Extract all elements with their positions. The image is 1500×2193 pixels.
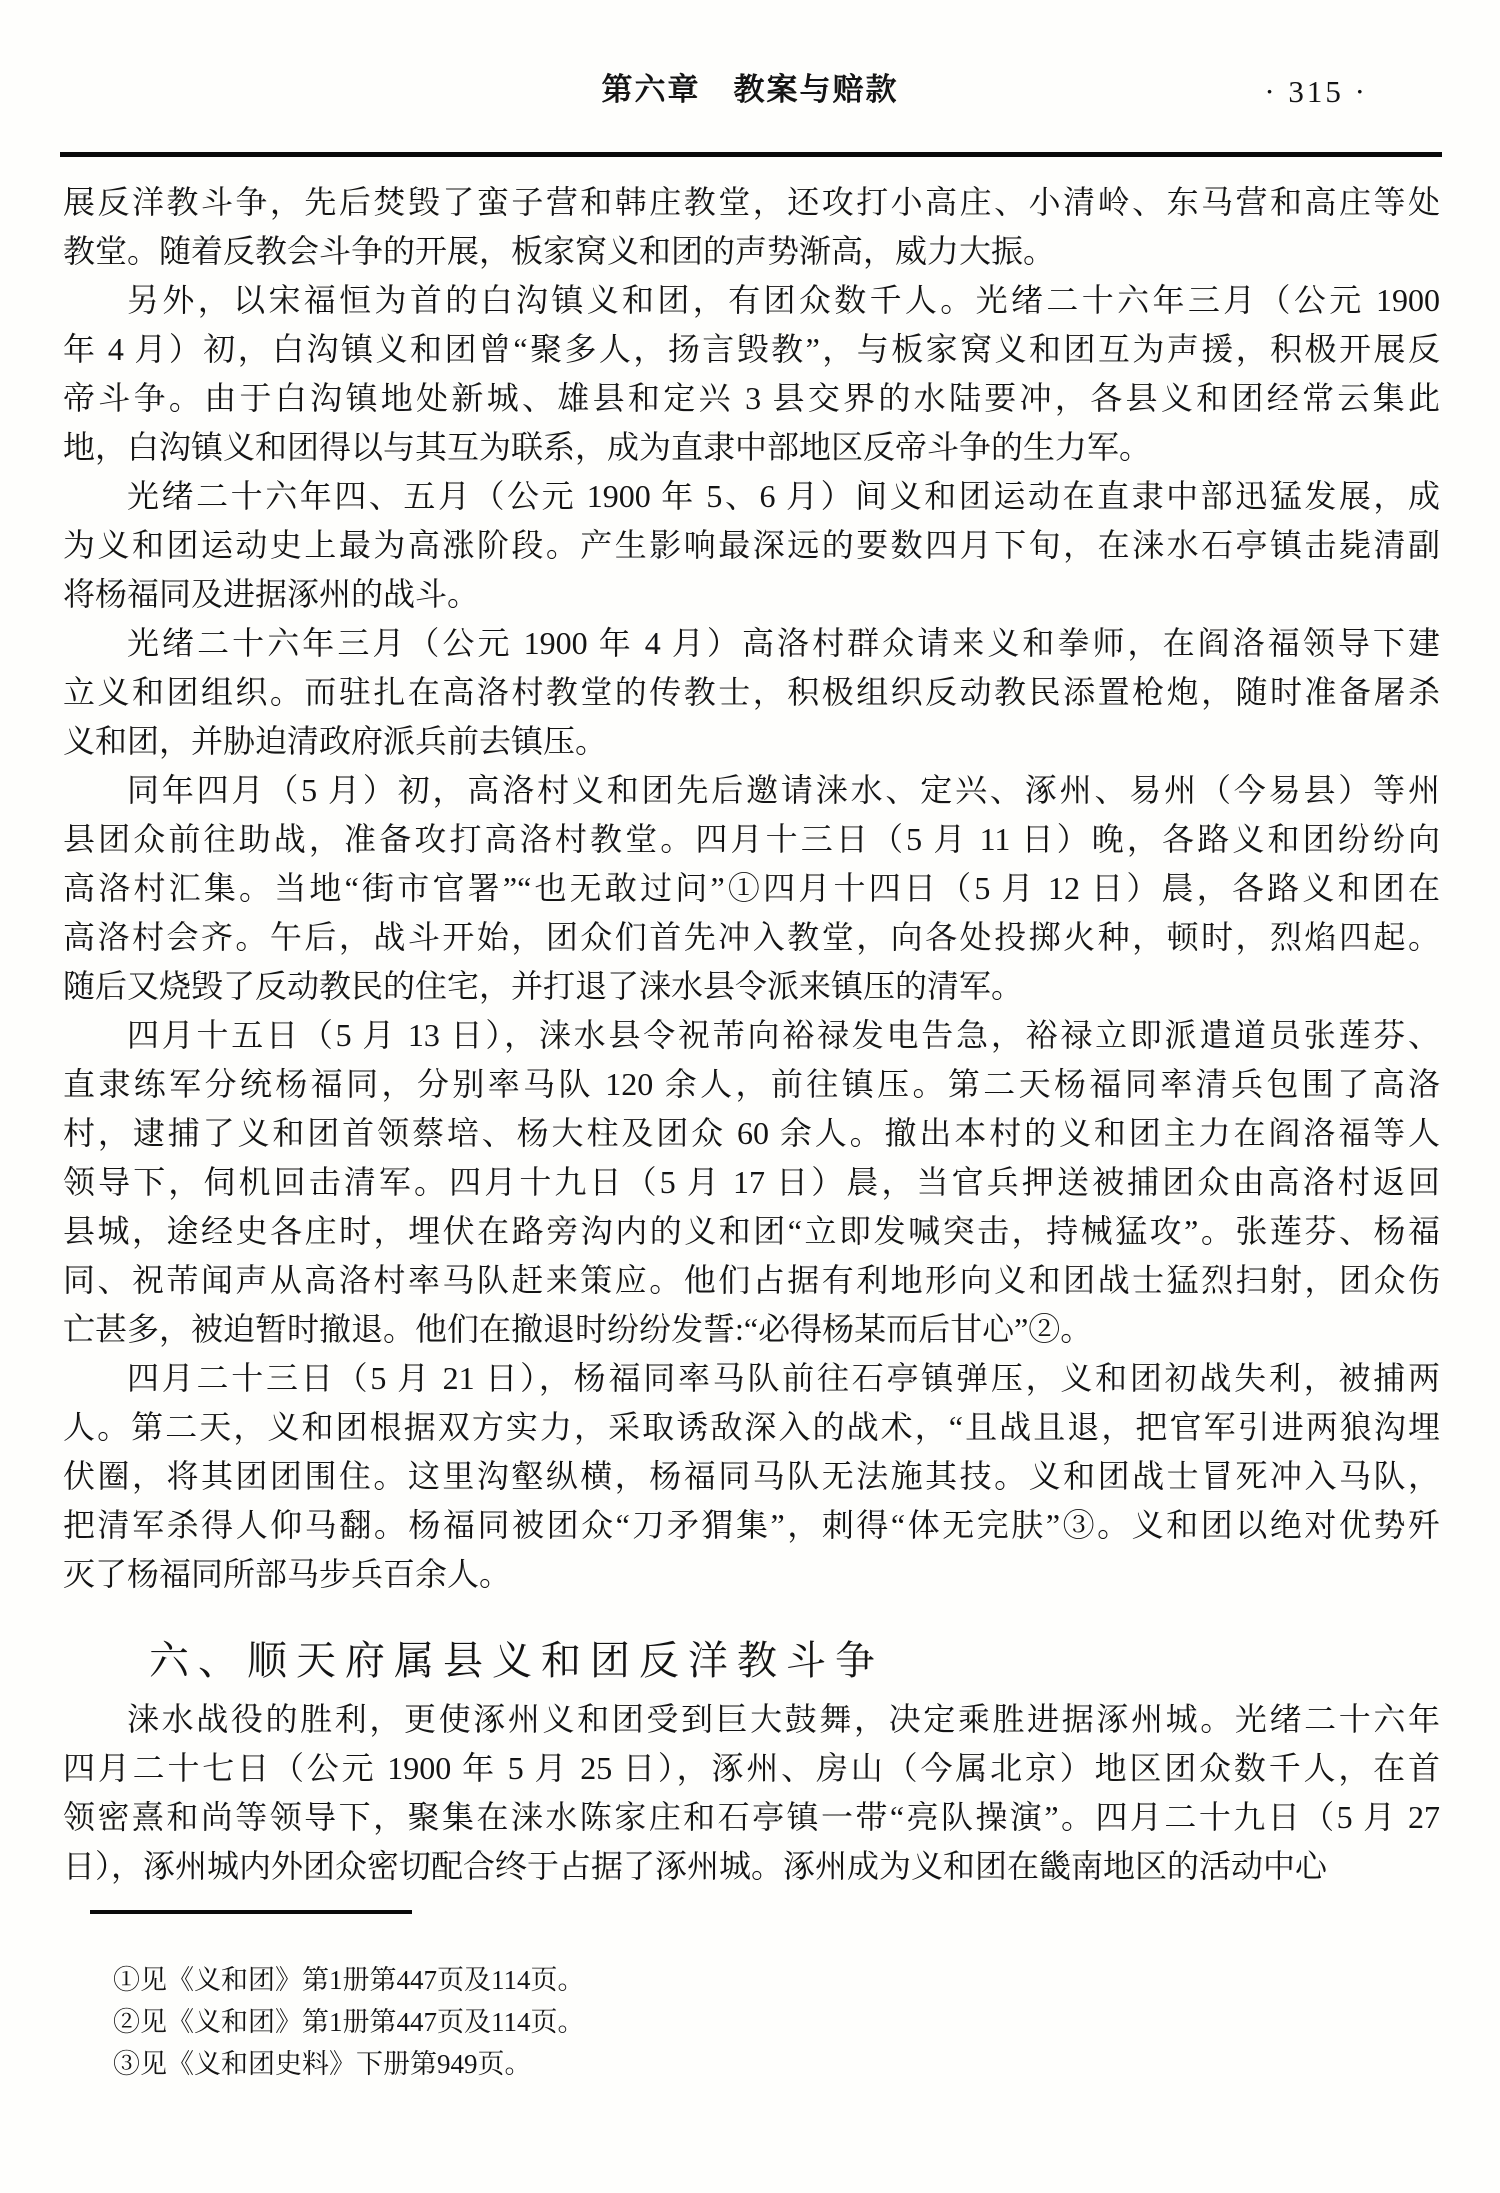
- text-line: 将杨福同及进据涿州的战斗。: [63, 576, 480, 612]
- text-line: 高洛村汇集。当地“街市官署”“也无敢过问”①四月十四日（5 月 12 日）晨，各路义和团在: [63, 870, 1440, 906]
- text-line: 年 4 月）初，白沟镇义和团曾“聚多人，扬言毁教”，与板家窝义和团互为声援，积极开展反: [63, 331, 1440, 367]
- text-line: 光绪二十六年三月（公元 1900 年 4 月）高洛村群众请来义和拳师，在阎洛福领导下建: [127, 625, 1440, 661]
- text-line: 帝斗争。由于白沟镇地处新城、雄县和定兴 3 县交界的水陆要冲，各县义和团经常云集此: [63, 380, 1440, 416]
- header-rule: [60, 152, 1442, 157]
- chapter-title: 第六章 教案与赔款: [601, 72, 899, 107]
- text-line: 为义和团运动史上最为高涨阶段。产生影响最深远的要数四月下旬，在涞水石亭镇击毙清副: [63, 527, 1440, 563]
- text-line: 领导下，伺机回击清军。四月十九日（5 月 17 日）晨，当官兵押送被捕团众由高洛村返回: [63, 1164, 1440, 1200]
- text-line: 村，逮捕了义和团首领蔡培、杨大柱及团众 60 余人。撤出本村的义和团主力在阎洛福等人: [63, 1115, 1440, 1151]
- footnote: ②见《义和团》第1册第447页及114页。: [113, 2007, 585, 2037]
- text-line: 亡甚多，被迫暂时撤退。他们在撤退时纷纷发誓:“必得杨某而后甘心”②。: [63, 1311, 1093, 1347]
- text-line: 县团众前往助战，准备攻打高洛村教堂。四月十三日（5 月 11 日）晚，各路义和团纷纷向: [63, 821, 1440, 857]
- text-line: 高洛村会齐。午后，战斗开始，团众们首先冲入教堂，向各处投掷火种，顿时，烈焰四起。: [63, 919, 1440, 955]
- text-line: 地，白沟镇义和团得以与其互为联系，成为直隶中部地区反帝斗争的生力军。: [63, 429, 1152, 465]
- text-line: 县城，途经史各庄时，埋伏在路旁沟内的义和团“立即发喊突击，持械猛攻”。张莲芬、杨福: [63, 1213, 1440, 1249]
- text-line: 日），涿州城内外团众密切配合终于占据了涿州城。涿州成为义和团在畿南地区的活动中心: [63, 1848, 1328, 1884]
- text-line: 伏圈，将其团团围住。这里沟壑纵横，杨福同马队无法施其技。义和团战士冒死冲入马队，: [63, 1458, 1440, 1494]
- text-line: 把清军杀得人仰马翻。杨福同被团众“刀矛猬集”，刺得“体无完肤”③。义和团以绝对优势歼: [63, 1507, 1440, 1543]
- page-number: · 315 ·: [1264, 74, 1368, 109]
- text-line: 光绪二十六年四、五月（公元 1900 年 5、6 月）间义和团运动在直隶中部迅猛发展，成: [127, 478, 1440, 514]
- text-line: 立义和团组织。而驻扎在高洛村教堂的传教士，积极组织反动教民添置枪炮，随时准备屠杀: [63, 674, 1440, 710]
- footnote: ①见《义和团》第1册第447页及114页。: [113, 1965, 585, 1995]
- text-line: 涞水战役的胜利，更使涿州义和团受到巨大鼓舞，决定乘胜进据涿州城。光绪二十六年: [127, 1701, 1440, 1737]
- text-line: 四月十五日（5 月 13 日），涞水县令祝芾向裕禄发电告急，裕禄立即派遣道员张莲芬、: [127, 1017, 1440, 1053]
- section-heading: 六、顺天府属县义和团反洋教斗争: [149, 1638, 884, 1683]
- footnotes-section: [113, 1959, 1440, 2085]
- text-line: 同年四月（5 月）初，高洛村义和团先后邀请涞水、定兴、涿州、易州（今易县）等州: [127, 772, 1440, 808]
- text-line: 展反洋教斗争，先后焚毁了蛮子营和韩庄教堂，还攻打小高庄、小清岭、东马营和高庄等处: [63, 184, 1440, 220]
- text-line: 同、祝芾闻声从高洛村率马队赶来策应。他们占据有利地形向义和团战士猛烈扫射，团众伤: [63, 1262, 1440, 1298]
- text-line: 领密熹和尚等领导下，聚集在涞水陈家庄和石亭镇一带“亮队操演”。四月二十九日（5 月 27: [63, 1799, 1440, 1835]
- text-line: 四月二十三日（5 月 21 日），杨福同率马队前往石亭镇弹压，义和团初战失利，被捕两: [127, 1360, 1440, 1396]
- text-line: 四月二十七日（公元 1900 年 5 月 25 日），涿州、房山（今属北京）地区团众数千人，在首: [63, 1750, 1440, 1786]
- footnote: ③见《义和团史料》下册第949页。: [113, 2049, 532, 2079]
- page-header: [0, 72, 1500, 110]
- text-line: 教堂。随着反教会斗争的开展，板家窝义和团的声势渐高，威力大振。: [63, 233, 1056, 269]
- text-line: 直隶练军分统杨福同，分别率马队 120 余人，前往镇压。第二天杨福同率清兵包围了高洛: [63, 1066, 1440, 1102]
- text-body: [63, 178, 1440, 1891]
- footnote-separator: [90, 1910, 412, 1914]
- text-line: 另外，以宋福恒为首的白沟镇义和团，有团众数千人。光绪二十六年三月（公元 1900: [127, 282, 1440, 318]
- text-line: 随后又烧毁了反动教民的住宅，并打退了涞水县令派来镇压的清军。: [63, 968, 1024, 1004]
- text-line: 人。第二天，义和团根据双方实力，采取诱敌深入的战术，“且战且退，把官军引进两狼沟埋: [63, 1409, 1440, 1445]
- text-line: 灭了杨福同所部马步兵百余人。: [63, 1556, 512, 1592]
- text-line: 义和团，并胁迫清政府派兵前去镇压。: [63, 723, 608, 759]
